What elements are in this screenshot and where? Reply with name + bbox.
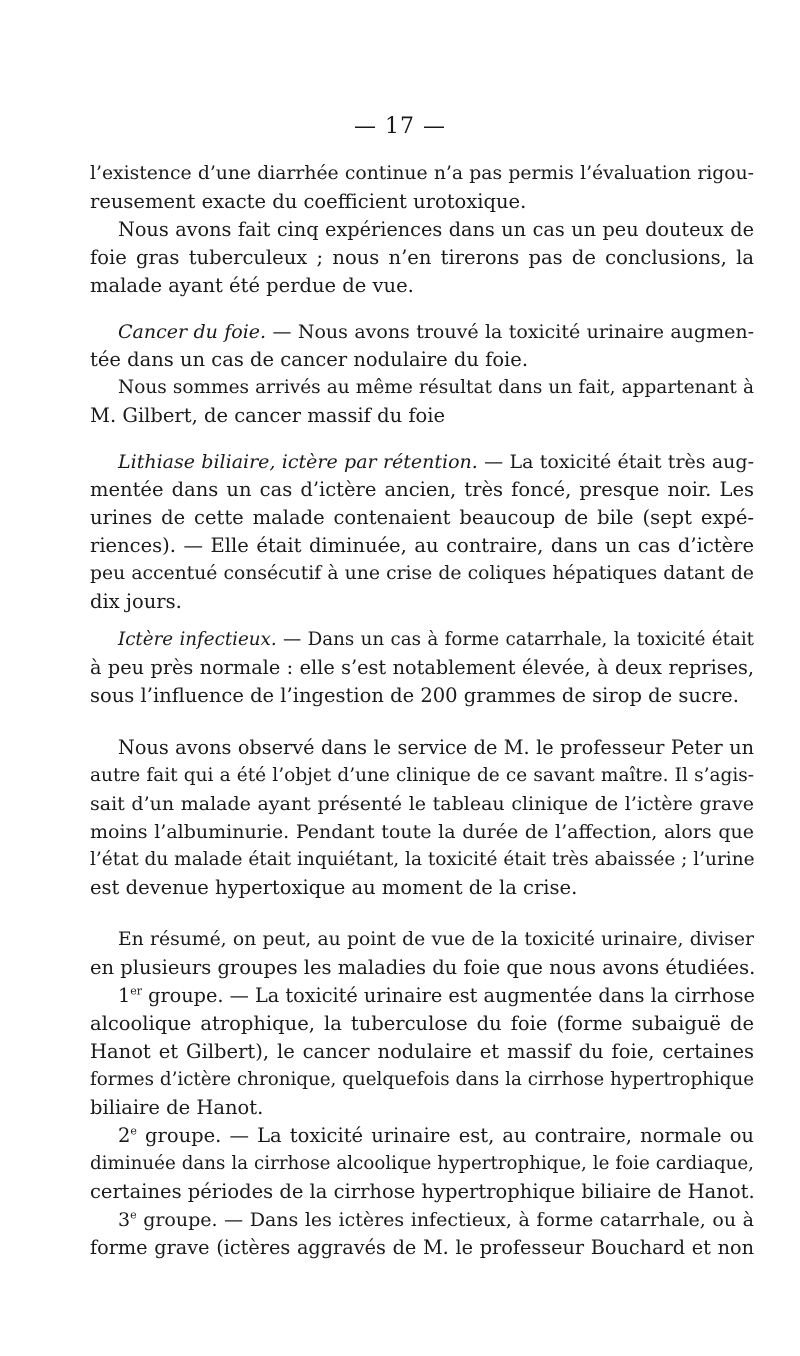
text-line: sait d’un malade ayant présenté le tableau clinique de l’ictère grave <box>90 793 754 815</box>
text-line: formes d’ictère chronique, quelquefois dans la cirrhose hypertrophique <box>90 1069 754 1090</box>
section-line-ictere: Ictère infectieux. — Dans un cas à forme catarrhale, la toxicité était <box>118 629 754 650</box>
text-line: biliaire de Hanot. <box>90 1096 264 1119</box>
text-line: mentée dans un cas d’ictère ancien, très foncé, presque noir. Les <box>90 478 754 501</box>
text-line: peu accentué consécutif à une crise de coliques hépatiques datant de <box>90 563 754 584</box>
text-line: tée dans un cas de cancer nodulaire du foie. <box>90 348 529 371</box>
section-title-lithiase: Lithiase biliaire, ictère par rétention. <box>118 451 478 473</box>
text-line: urines de cette malade contenaient beaucoup de bile (sept expé- <box>90 506 754 529</box>
text-line: l’état du malade était inquiétant, la toxicité était très abaissée ; l’urine <box>90 849 755 870</box>
text-line: Nous avons observé dans le service de M. le professeur Peter un <box>118 736 754 759</box>
page-number: — 17 — <box>354 114 446 139</box>
text-line: malade ayant été perdue de vue. <box>90 274 414 297</box>
text-line: diminuée dans la cirrhose alcoolique hypertrophique, le foie cardiaque, <box>90 1153 754 1174</box>
text-line: M. Gilbert, de cancer massif du foie <box>90 404 446 427</box>
text-line: autre fait qui a été l’objet d’une clinique de ce savant maître. Il s’agis- <box>90 765 754 786</box>
text-line: riences). — Elle était diminuée, au contraire, dans un cas d’ictère <box>90 534 754 557</box>
groupe-line-3: 3e groupe. — Dans les ictères infectieux, à forme catarrhale, ou à <box>118 1208 754 1231</box>
text-line: Nous sommes arrivés au même résultat dans un fait, appartenant à <box>118 377 754 398</box>
section-line-lithiase: Lithiase biliaire, ictère par rétention. — La toxicité était très aug- <box>118 451 754 473</box>
text-line: forme grave (ictères aggravés de M. le professeur Bouchard et non <box>90 1236 754 1259</box>
text-line: alcoolique atrophique, la tuberculose du foie (forme subaiguë de <box>90 1012 754 1035</box>
section-title-cancer: Cancer du foie. <box>118 321 267 343</box>
section-title-ictere: Ictère infectieux. <box>118 629 277 650</box>
text-line: en plusieurs groupes les maladies du foie que nous avons étudiées. <box>90 956 756 979</box>
text-line: l’existence d’une diarrhée continue n’a pas permis l’évaluation rigou- <box>90 163 754 184</box>
groupe-line-2: 2e groupe. — La toxicité urinaire est, au contraire, normale ou <box>118 1124 754 1147</box>
section-line-cancer: Cancer du foie. — Nous avons trouvé la toxicité urinaire augmen- <box>118 321 754 343</box>
text-line: moins l’albuminurie. Pendant toute la durée de l’affection, alors que <box>90 821 754 843</box>
text-line: En résumé, on peut, au point de vue de la toxicité urinaire, diviser <box>118 929 754 950</box>
text-line: certaines périodes de la cirrhose hypertrophique biliaire de Hanot. <box>90 1180 755 1203</box>
text-line: à peu près normale : elle s’est notablement élevée, à deux reprises, <box>90 656 754 679</box>
text-line: sous l’influence de l’ingestion de 200 grammes de sirop de sucre. <box>90 684 739 707</box>
text-line: foie gras tuberculeux ; nous n’en tirerons pas de conclusions, la <box>90 246 754 269</box>
text-line: reusement exacte du coefficient urotoxique. <box>90 190 527 213</box>
text-line: dix jours. <box>90 590 182 613</box>
groupe-line-1: 1er groupe. — La toxicité urinaire est augmentée dans la cirrhose <box>118 984 755 1007</box>
text-line: Hanot et Gilbert), le cancer nodulaire et massif du foie, certaines <box>90 1040 754 1063</box>
text-line: Nous avons fait cinq expériences dans un cas un peu douteux de <box>118 218 754 241</box>
text-line: est devenue hypertoxique au moment de la crise. <box>90 876 578 899</box>
